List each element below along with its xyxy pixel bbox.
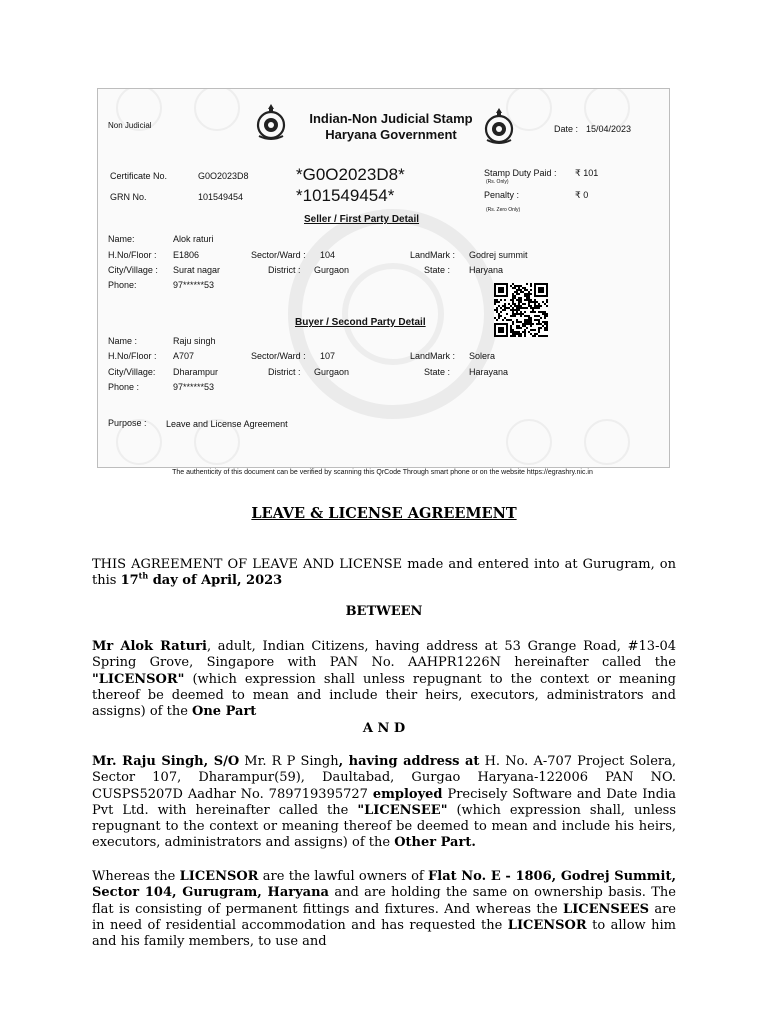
- purpose-label: Purpose :: [108, 418, 147, 428]
- buyer-heading: Buyer / Second Party Detail: [295, 317, 426, 328]
- seller-phone: 97******53: [173, 280, 215, 290]
- buyer-sector: 107: [320, 351, 336, 361]
- stamp-title-line1: Indian-Non Judicial Stamp: [309, 111, 473, 126]
- whereas-text: are in need of residential accommodation and has requested the: [92, 901, 677, 933]
- seller-city: Surat nagar: [173, 265, 221, 275]
- stamp-date: [554, 124, 631, 134]
- purpose-value: Leave and License Agreement: [166, 419, 288, 429]
- seller-phone-label: Phone:: [108, 280, 137, 290]
- verification-note: The authenticity of this document can be verified by scanning this QrCode Through smart phone or on the website https://egrashry.nic.in: [172, 469, 593, 476]
- certificate-barcode-text: *G0O2023D8*: [296, 165, 405, 184]
- seller-heading: Seller / First Party Detail: [304, 214, 420, 225]
- licensee-part: Other Part.: [394, 835, 476, 851]
- buyer-name: Raju singh: [173, 336, 216, 346]
- certificate-label: Certificate No.: [110, 171, 168, 181]
- grn-barcode-text: *101549454*: [296, 186, 395, 205]
- penalty-label: Penalty :: [484, 190, 520, 200]
- intro-paragraph: [92, 557, 676, 590]
- non-judicial-label: Non Judicial: [108, 121, 152, 130]
- stamp-title-line2: Haryana Government: [325, 127, 457, 142]
- e-stamp-certificate: [97, 88, 670, 468]
- stamp-duty-note: (Rs. Only): [486, 179, 509, 185]
- buyer-hno-label: H.No/Floor :: [108, 351, 157, 361]
- agreement-title-text: LEAVE & LICENSE AGREEMENT: [251, 505, 517, 522]
- intro-month-year: day of April, 2023: [148, 573, 283, 589]
- licensor-text: , adult, Indian Citizens, having address at 53 Grange Road, #13-04 Spring Grove, Singapore with PAN No. AAHPR1226N hereinafter called the: [92, 639, 677, 671]
- watermark-emblem: [506, 419, 552, 465]
- licensee-paragraph: [92, 754, 676, 852]
- seller-district-label: District :: [268, 265, 301, 275]
- seller-name: Alok raturi: [173, 234, 214, 244]
- haryana-emblem-icon: [255, 103, 287, 141]
- penalty-note: (Rs. Zero Only): [486, 207, 521, 213]
- seller-state-label: State :: [424, 265, 451, 275]
- grn-value: 101549454: [198, 192, 244, 202]
- buyer-state: Harayana: [469, 367, 509, 377]
- intro-day: 17: [120, 573, 139, 589]
- agreement-title: [0, 505, 768, 522]
- buyer-sector-label: Sector/Ward :: [251, 351, 306, 361]
- intro-day-suffix: th: [138, 570, 149, 581]
- licensee-address: H. No. A-707 Project Solera, Sector 107, Dharampur(59), Daultabad, Gurgao Haryana-122006 PAN NO. CUSPS5207D Aadhar No. 789719395727: [92, 754, 677, 802]
- watermark-emblem: [194, 88, 240, 131]
- buyer-phone: 97******53: [173, 382, 215, 392]
- licensee-name: Mr. Raju Singh: [92, 754, 204, 769]
- between-heading: BETWEEN: [345, 604, 423, 619]
- licensee-term: "LICENSEE": [357, 802, 448, 818]
- whereas-licensees: LICENSEES: [563, 901, 650, 917]
- whereas-text: and are holding the same on ownership basis. The flat is consisting of permanent fittings and fixtures. And whereas the: [92, 885, 676, 917]
- buyer-landmark: Solera: [469, 351, 496, 361]
- intro-date: [120, 570, 283, 589]
- buyer-phone-label: Phone :: [108, 382, 140, 392]
- seller-landmark: Godrej summit: [469, 250, 528, 260]
- and-heading: A N D: [362, 721, 406, 736]
- whereas-flat-address: Flat No. E - 1806, Godrej Summit, Sector 104, Gurugram, Haryana: [92, 869, 677, 901]
- seller-city-label: City/Village :: [108, 265, 158, 275]
- buyer-state-label: State :: [424, 367, 451, 377]
- seller-hno: E1806: [173, 250, 200, 260]
- seller-name-label: Name:: [108, 234, 135, 244]
- certificate-value: G0O2023D8: [198, 171, 249, 181]
- licensee-employer: Precisely Software and Date India Pvt Ltd. with hereinafter called the: [92, 786, 676, 818]
- licensor-paragraph: [92, 639, 676, 720]
- seller-sector-label: Sector/Ward :: [251, 250, 306, 260]
- whereas-text: to allow him and his family members, to use and: [92, 917, 676, 950]
- buyer-district: Gurgaon: [314, 367, 350, 377]
- licensor-part: One Part: [192, 704, 257, 720]
- seller-hno-label: H.No/Floor :: [108, 250, 157, 260]
- date-value: 15/04/2023: [586, 124, 632, 134]
- stamp-duty-value: ₹ 101: [575, 168, 599, 178]
- buyer-city-label: City/Village:: [108, 367, 156, 377]
- seller-state: Haryana: [469, 265, 504, 275]
- licensee-employed: employed: [372, 786, 443, 802]
- grn-label: GRN No.: [110, 192, 147, 202]
- watermark-emblem: [584, 419, 630, 465]
- date-label: Date :: [554, 124, 579, 134]
- seller-landmark-label: LandMark :: [410, 250, 456, 260]
- verification-qr-code[interactable]: [494, 283, 548, 337]
- whereas-paragraph: [92, 869, 676, 950]
- licensor-text-cont: (which expression shall unless repugnant to the context or meaning thereof be deemed to mean and include their heirs, executors, administrators and assigns) of the: [92, 671, 676, 720]
- licensee-father: Mr. R P Singh: [239, 754, 339, 769]
- intro-text: THIS AGREEMENT OF LEAVE AND LICENSE made and entered into at Gurugram, on this: [92, 557, 676, 589]
- stamp-title: [296, 111, 486, 143]
- licensee-so: , S/O: [203, 754, 240, 769]
- licensee-text-cont: (which expression shall, unless repugnant to the context or meaning thereof be deemed to mean and include his heirs, executors, administrators and assigns) of the: [92, 802, 676, 851]
- haryana-emblem-icon: [483, 107, 515, 145]
- buyer-city: Dharampur: [173, 367, 219, 377]
- stamp-duty-label: Stamp Duty Paid :: [484, 168, 557, 178]
- licensor-term: "LICENSOR": [92, 671, 185, 687]
- buyer-landmark-label: LandMark :: [410, 351, 456, 361]
- buyer-district-label: District :: [268, 367, 301, 377]
- whereas-licensor: LICENSOR: [507, 917, 587, 933]
- licensor-name: Mr Alok Raturi: [92, 639, 207, 654]
- whereas-text: Whereas the: [92, 869, 180, 884]
- whereas-licensor: LICENSOR: [179, 869, 259, 884]
- buyer-name-label: Name :: [108, 336, 138, 346]
- whereas-text: are the lawful owners of: [258, 869, 429, 884]
- licensee-having-address: , having address at: [338, 754, 480, 769]
- penalty-value: ₹ 0: [575, 190, 589, 200]
- seller-sector: 104: [320, 250, 336, 260]
- watermark-state-seal: [288, 209, 498, 419]
- seller-district: Gurgaon: [314, 265, 350, 275]
- buyer-hno: A707: [173, 351, 195, 361]
